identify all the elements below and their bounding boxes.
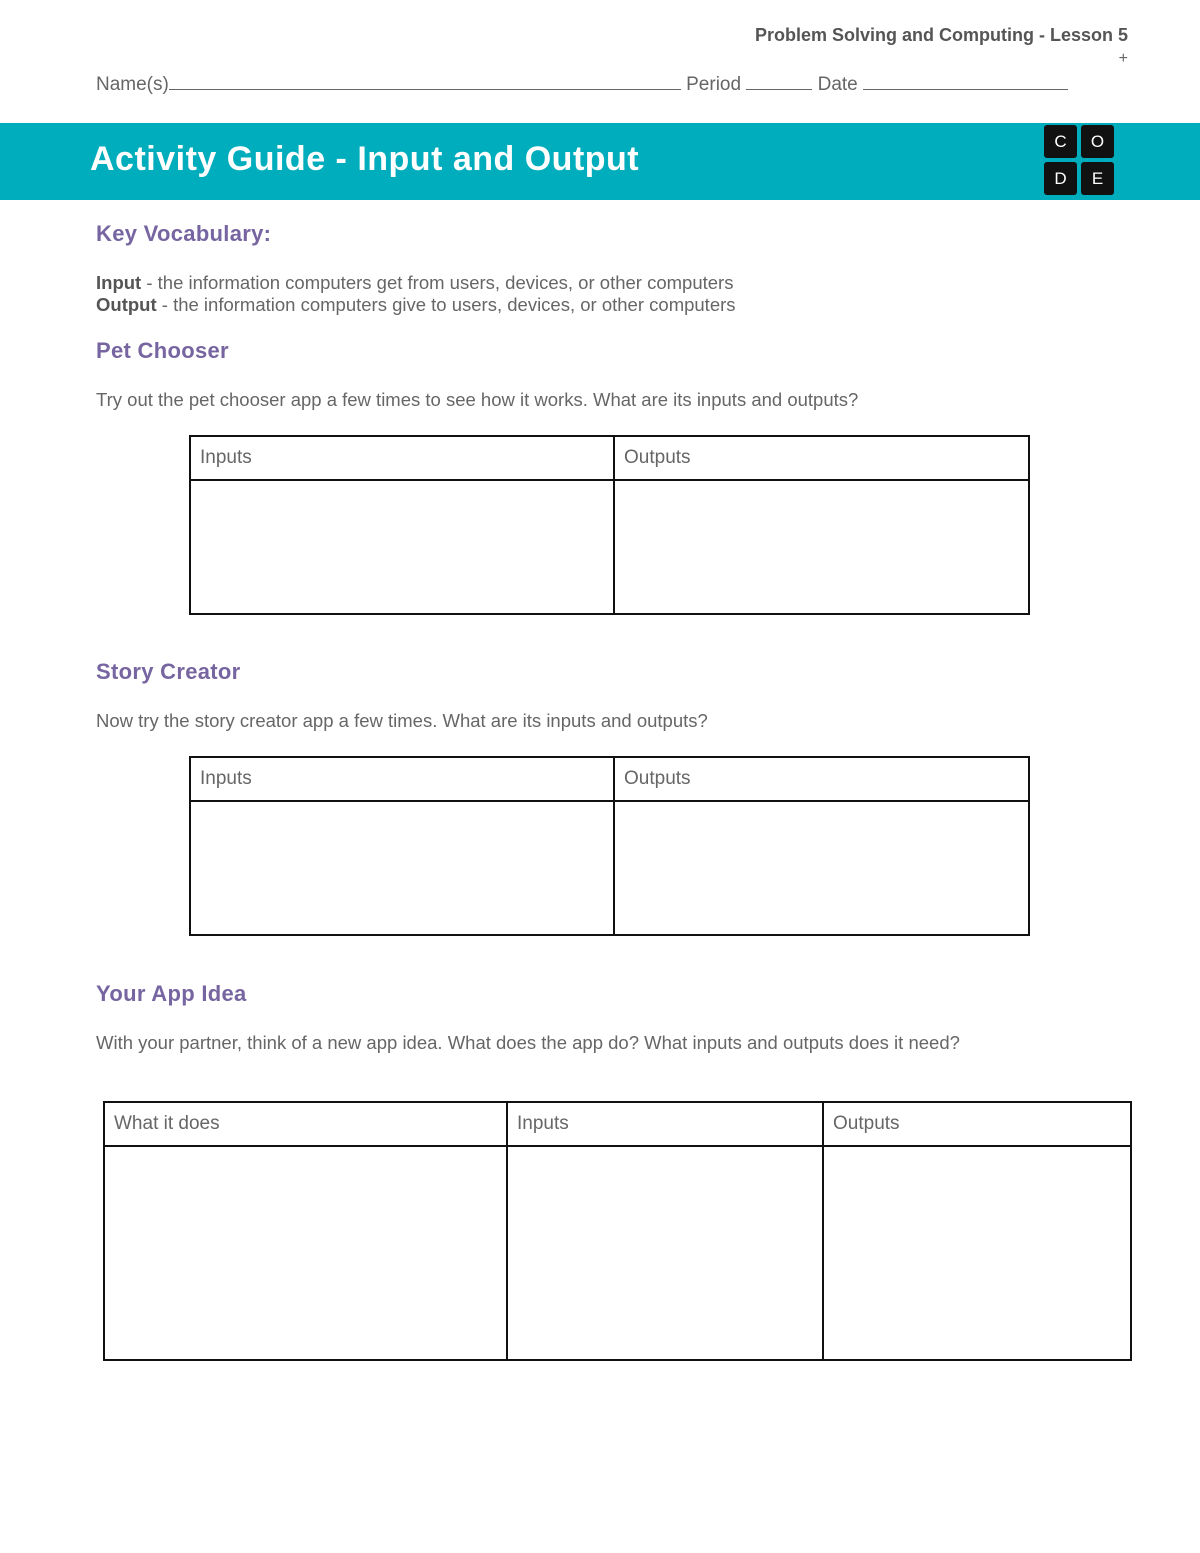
code-logo: [1044, 125, 1116, 197]
logo-letter-c: C: [1044, 125, 1077, 158]
story-creator-prompt: Now try the story creator app a few times. What are its inputs and outputs?: [96, 710, 708, 731]
table-header-inputs: Inputs: [190, 436, 614, 480]
vocab-definition: - the information computers give to users, devices, or other computers: [156, 294, 736, 315]
logo-letter-d: D: [1044, 162, 1077, 195]
app-idea-prompt: With your partner, think of a new app idea. What does the app do? What inputs and outputs does it need?: [96, 1032, 960, 1053]
vocabulary-heading: Key Vocabulary:: [96, 221, 272, 246]
table-header-what-it-does: What it does: [104, 1102, 507, 1146]
table-header-inputs: Inputs: [190, 757, 614, 801]
vocab-item-input: [96, 272, 733, 294]
period-blank[interactable]: [746, 71, 812, 90]
pet-chooser-heading: Pet Chooser: [96, 338, 229, 363]
date-blank[interactable]: [863, 71, 1068, 90]
vocab-item-output: [96, 294, 736, 316]
activity-guide-title: Activity Guide - Input and Output: [90, 140, 640, 178]
pet-chooser-table: [189, 435, 1030, 615]
story-creator-heading: Story Creator: [96, 659, 241, 684]
app-idea-heading: Your App Idea: [96, 981, 247, 1006]
app-idea-table: [103, 1101, 1132, 1361]
plus-mark: +: [1118, 50, 1128, 67]
table-header-outputs: Outputs: [614, 436, 1029, 480]
outputs-answer-cell[interactable]: [614, 480, 1029, 614]
vocab-term: Output: [96, 294, 157, 315]
vocab-definition: - the information computers get from users, devices, or other computers: [141, 272, 734, 293]
name-blank[interactable]: [169, 71, 681, 90]
vocab-term: Input: [96, 272, 142, 293]
inputs-answer-cell[interactable]: [190, 480, 614, 614]
period-label: Period: [686, 74, 742, 95]
pet-chooser-prompt: Try out the pet chooser app a few times to see how it works. What are its inputs and outputs?: [96, 389, 859, 410]
date-label: Date: [817, 74, 858, 95]
logo-letter-e: E: [1081, 162, 1114, 195]
what-it-does-answer-cell[interactable]: [104, 1146, 507, 1360]
name-label: Name(s): [96, 74, 169, 95]
logo-letter-o: O: [1081, 125, 1114, 158]
table-header-outputs: Outputs: [823, 1102, 1131, 1146]
table-header-inputs: Inputs: [507, 1102, 823, 1146]
inputs-answer-cell[interactable]: [507, 1146, 823, 1360]
outputs-answer-cell[interactable]: [823, 1146, 1131, 1360]
story-creator-table: [189, 756, 1030, 936]
table-header-outputs: Outputs: [614, 757, 1029, 801]
lesson-title: Problem Solving and Computing - Lesson 5: [754, 25, 1128, 45]
name-period-date-line: [96, 71, 1068, 96]
outputs-answer-cell[interactable]: [614, 801, 1029, 935]
inputs-answer-cell[interactable]: [190, 801, 614, 935]
